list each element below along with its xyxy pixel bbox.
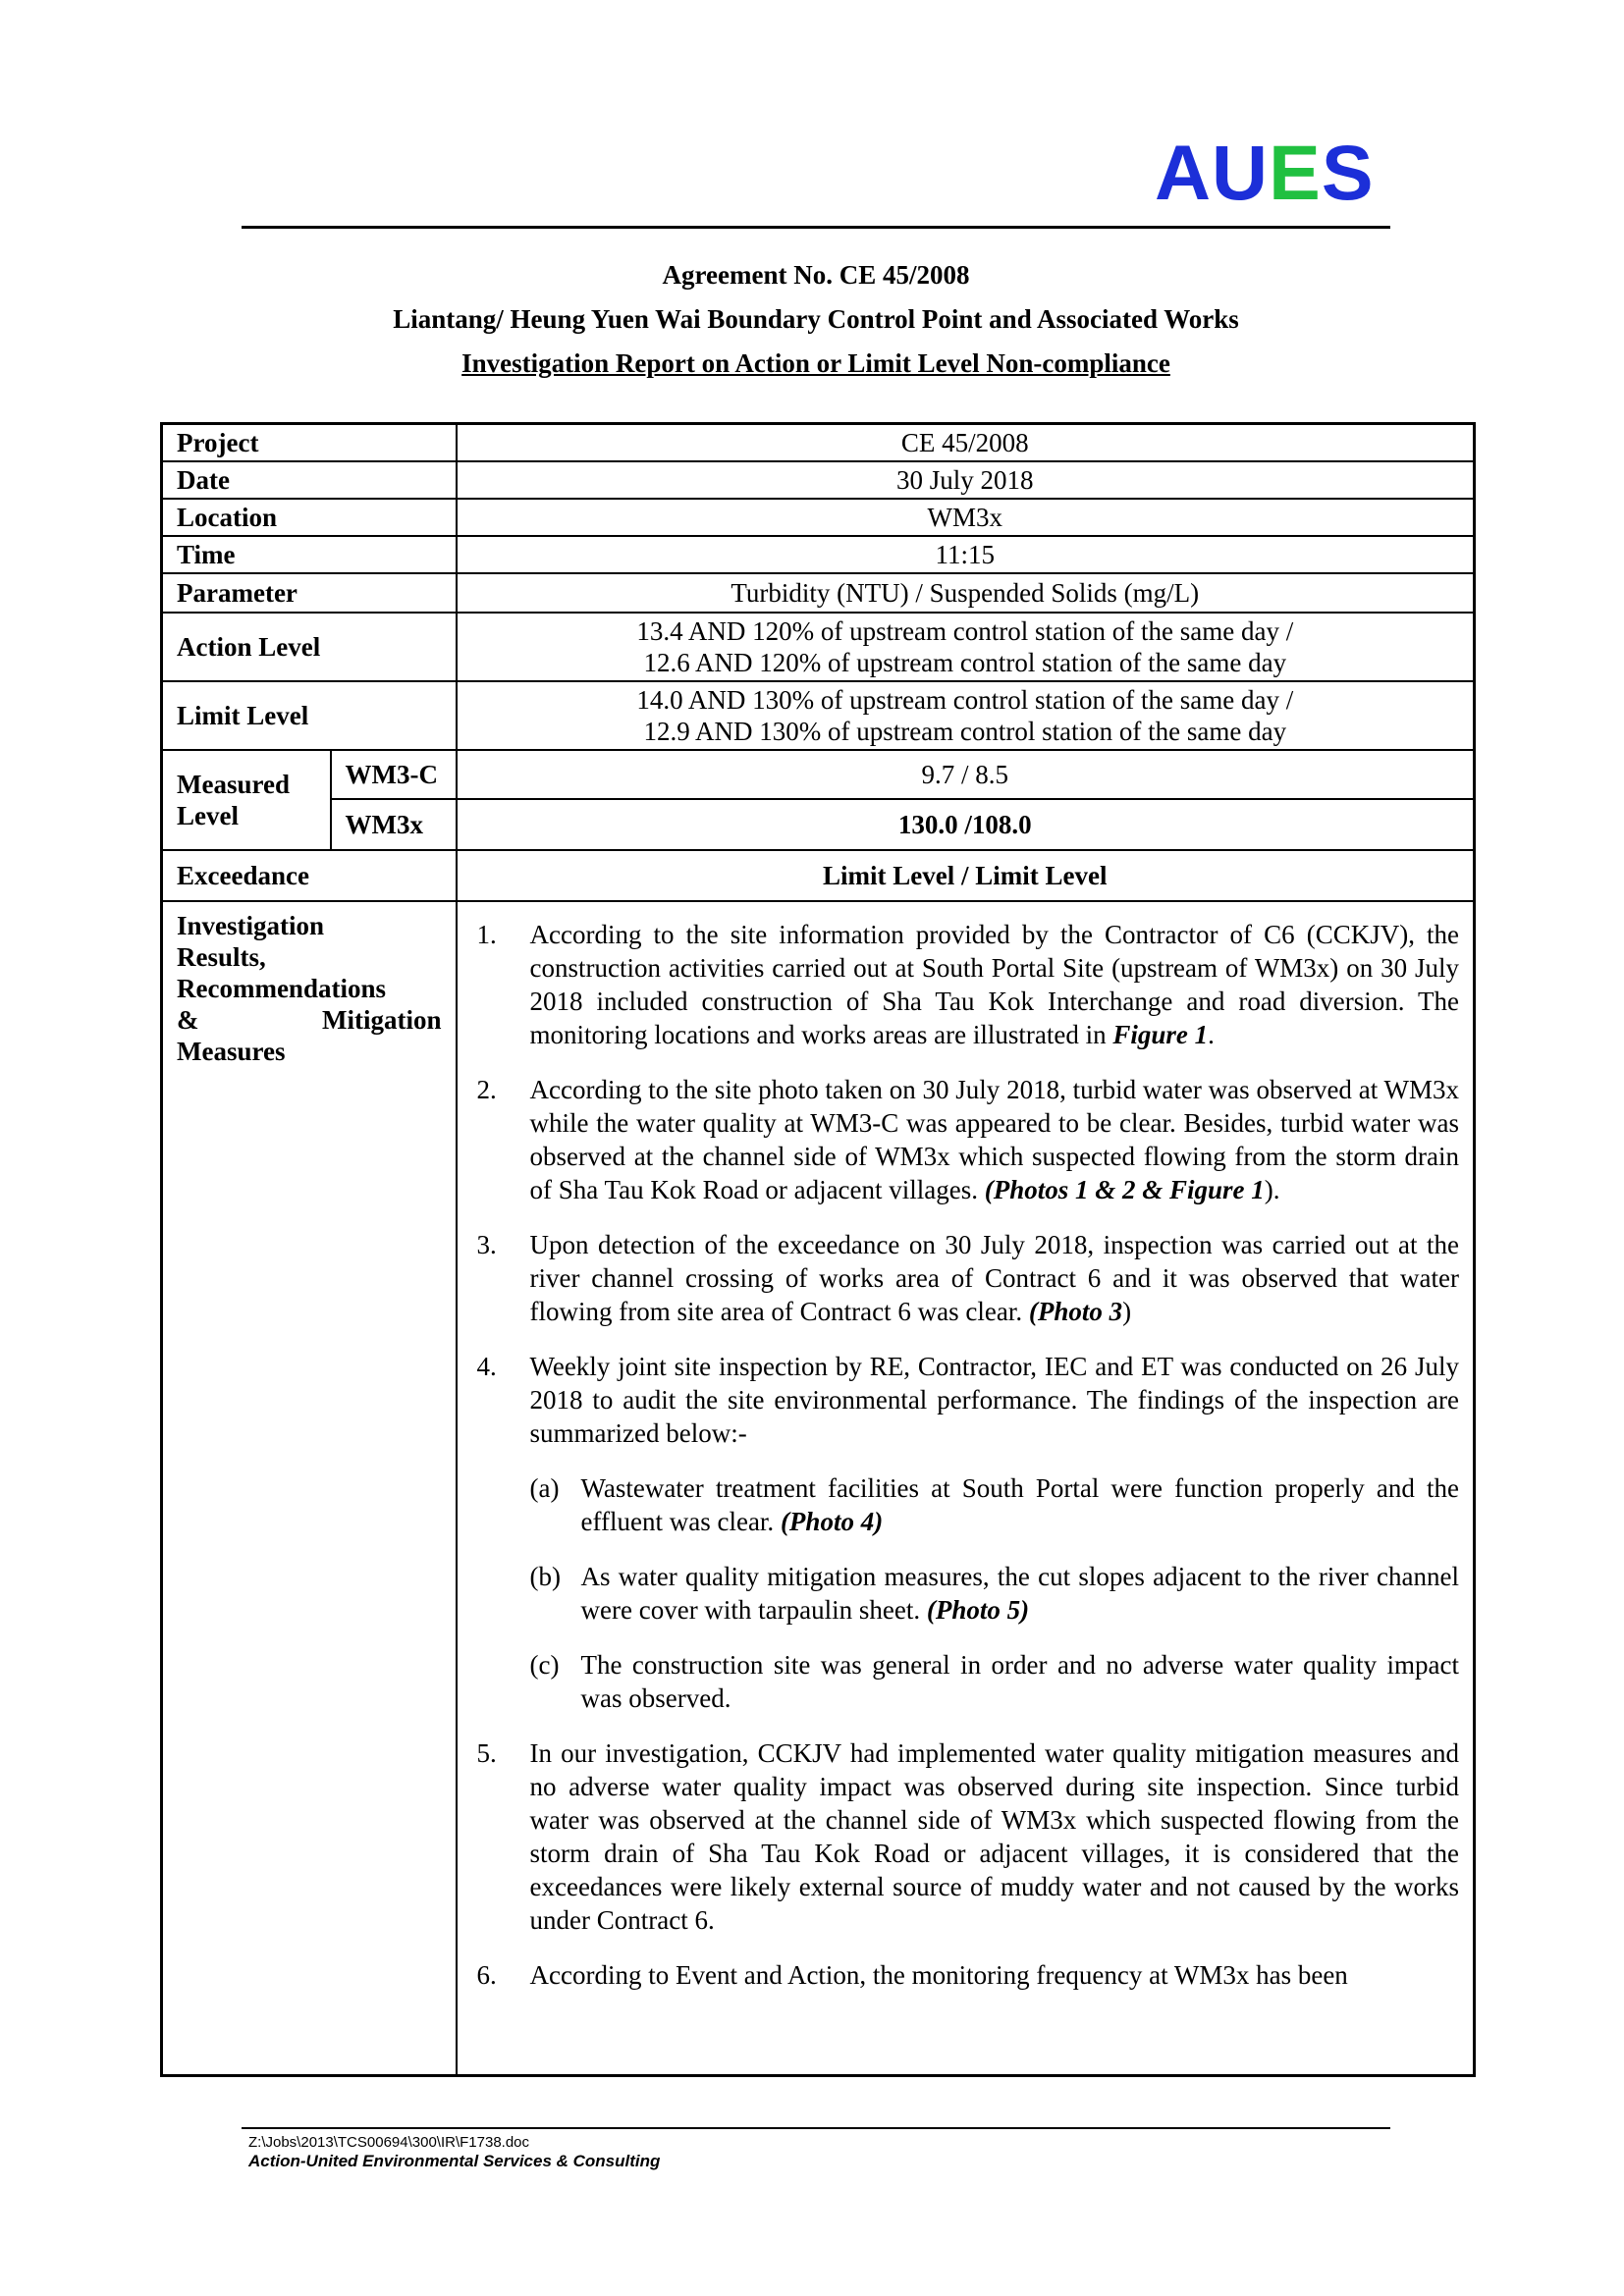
project-value: CE 45/2008 xyxy=(457,424,1475,462)
row-measured-wm3x xyxy=(162,799,1475,850)
finding-item: 1. According to the site information provided by the Contractor of C6 (CCKJV), the construction activities carried out at South Portal Site (upstream of WM3x) on 30 July 2018 included construction of Sha Tau Kok Interchange and road diversion. The monitoring locations and works areas are illustrated in Figure 1. xyxy=(476,920,1460,1049)
row-project xyxy=(162,424,1475,462)
wm3x-value: 130.0 /108.0 xyxy=(457,799,1475,850)
parameter-value: Turbidity (NTU) / Suspended Solids (mg/L) xyxy=(457,573,1475,613)
findings-list xyxy=(471,918,1460,1992)
finding-item: 2. According to the site photo taken on 30 July 2018, turbid water was observed at WM3x while the water quality at WM3-C was appeared to be clear. Besides, turbid water was observed at the channel side of WM3x which suspected flowing from the storm drain of Sha Tau Kok Road or adjacent villages. (Photos 1 & 2 & Figure 1). xyxy=(476,1075,1460,1204)
wm3c-value: 9.7 / 8.5 xyxy=(457,750,1475,799)
header-divider xyxy=(242,226,1390,229)
row-action-level xyxy=(162,613,1475,681)
row-time xyxy=(162,536,1475,573)
row-measured-wm3c xyxy=(162,750,1475,799)
finding-item: 5. In our investigation, CCKJV had implemented water quality mitigation measures and no adverse water quality impact was observed during site inspection. Since turbid water was observed at the channel side of WM3x which suspected flowing from the storm drain of Sha Tau Kok Road or adjacent villages, it is considered that the exceedances were likely external source of muddy water and not caused by the works under Contract 6. xyxy=(476,1738,1460,1935)
sub-item: (c) The construction site was general in order and no adverse water quality impact was observed. xyxy=(529,1650,1460,1713)
exceedance-value: Limit Level / Limit Level xyxy=(457,850,1475,901)
company-name: Action-United Environmental Services & Consulting xyxy=(248,2152,661,2170)
report-title: Investigation Report on Action or Limit Level Non-compliance xyxy=(461,348,1170,378)
finding-item: 6. According to Event and Action, the monitoring frequency at WM3x has been xyxy=(476,1960,1348,1990)
location-label: Location xyxy=(162,499,457,536)
report-table xyxy=(160,422,1476,2077)
limit-level-value: 14.0 AND 130% of upstream control station of the same day / 12.9 AND 130% of upstream control station of the same day xyxy=(457,681,1475,750)
finding-item: 4. Weekly joint site inspection by RE, Contractor, IEC and ET was conducted on 26 July 2018 to audit the site environmental performance. The findings of the inspection are summarized below:- (a) Wastewater treatment facilities at South Portal were function properly and the effluent was clear. (Photo 4) (b) As water quality mitigation measures, the cut slopes adjacent to the river channel were cover with tarpaulin sheet. (Photo 5) (c) The construction site was general in order and no adverse water quality impact was observed. xyxy=(476,1352,1460,1713)
row-date xyxy=(162,461,1475,499)
footer xyxy=(248,2133,660,2170)
finding-item: 3. Upon detection of the exceedance on 30 July 2018, inspection was carried out at the river channel crossing of works area of Contract 6 and it was observed that water flowing from site area of Contract 6 was clear. (Photo 3) xyxy=(476,1230,1460,1326)
row-investigation xyxy=(162,901,1475,2075)
exceedance-label: Exceedance xyxy=(162,850,457,901)
row-limit-level xyxy=(162,681,1475,750)
agreement-number: Agreement No. CE 45/2008 xyxy=(662,260,970,290)
project-title: Liantang/ Heung Yuen Wai Boundary Control Point and Associated Works xyxy=(393,304,1239,334)
time-value: 11:15 xyxy=(457,536,1475,573)
row-location xyxy=(162,499,1475,536)
row-exceedance xyxy=(162,850,1475,901)
investigation-body xyxy=(457,901,1475,2075)
parameter-label: Parameter xyxy=(162,573,457,613)
limit-level-label: Limit Level xyxy=(162,681,457,750)
sub-item: (a) Wastewater treatment facilities at South Portal were function properly and the effluent was clear. (Photo 4) xyxy=(529,1473,1460,1536)
file-path: Z:\Jobs\2013\TCS00694\300\IR\F1738.doc xyxy=(248,2134,530,2151)
project-label: Project xyxy=(162,424,457,462)
wm3c-label: WM3-C xyxy=(331,750,457,799)
aues-logo: AUES xyxy=(1155,129,1375,216)
footer-divider xyxy=(242,2127,1390,2129)
row-parameter xyxy=(162,573,1475,613)
date-label: Date xyxy=(162,461,457,499)
date-value: 30 July 2018 xyxy=(457,461,1475,499)
action-level-value: 13.4 AND 120% of upstream control station of the same day / 12.6 AND 120% of upstream control station of the same day xyxy=(457,613,1475,681)
time-label: Time xyxy=(162,536,457,573)
investigation-label: Investigation Results, Recommendations & Mitigation Measures xyxy=(162,901,457,2075)
action-level-label: Action Level xyxy=(162,613,457,681)
location-value: WM3x xyxy=(457,499,1475,536)
sub-item: (b) As water quality mitigation measures, the cut slopes adjacent to the river channel were cover with tarpaulin sheet. (Photo 5) xyxy=(529,1562,1460,1625)
measured-level-label: Measured Level xyxy=(162,750,331,850)
document-title xyxy=(242,253,1390,386)
wm3x-label: WM3x xyxy=(331,799,457,850)
